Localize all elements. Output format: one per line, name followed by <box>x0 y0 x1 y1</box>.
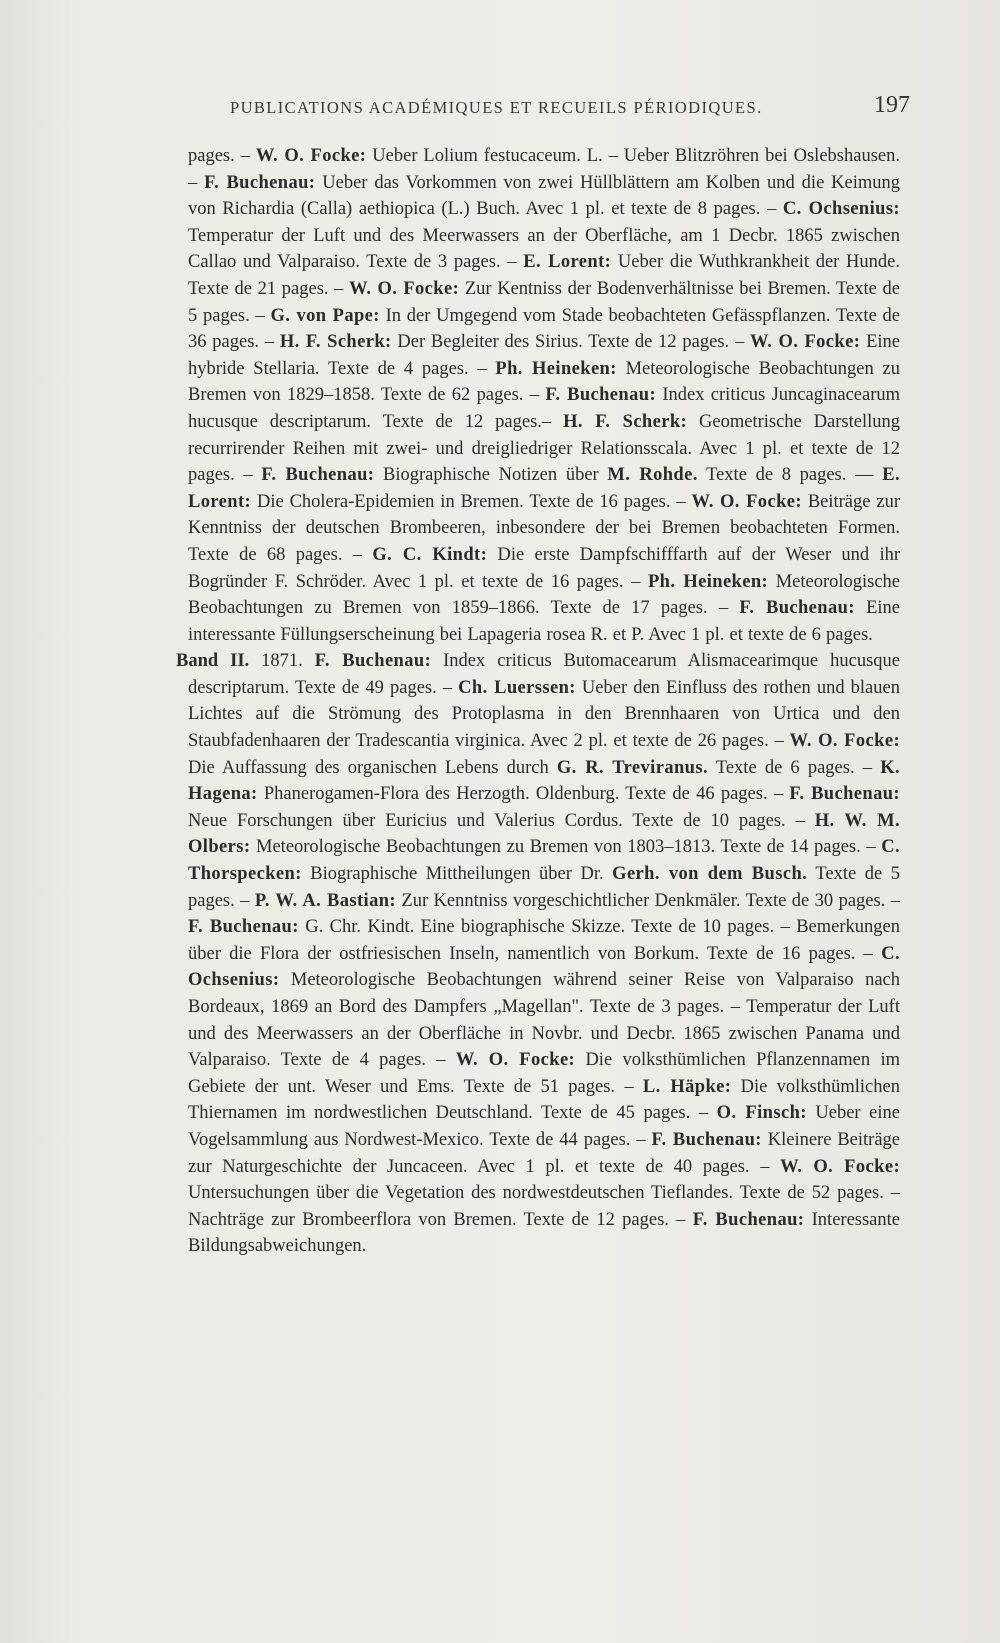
author-name: P. W. A. Bastian: <box>254 890 396 911</box>
band-ii-label: Band II. <box>176 651 250 672</box>
author-name: Ph. Heineken: <box>495 358 617 379</box>
author-name: L. Häpke: <box>642 1076 732 1097</box>
author-name: C. Ochsenius: <box>782 199 900 220</box>
entry-text: Index criticus Butomacearum Alismacearimque hucusque descriptarum. Texte de 49 pages. – <box>188 651 900 698</box>
author-name: E. Lorent: <box>523 252 612 273</box>
author-name: W. O. Focke: <box>789 731 900 752</box>
entry-text: Meteorologische Beobachtungen während seiner Reise von Valparaiso nach Bordeaux, 1869 an Bord des Dampfers „Magellan". Texte de 3 pages. – Temperatur der Luft und des Meerwassers an der Oberfläche in Novbr. und Decbr. 1865 zwischen Panama und Valparaiso. Texte de 4 pages. – <box>188 970 900 1071</box>
entry-text: Temperatur der Luft und des Meerwassers an der Oberfläche, am 1 Decbr. 1865 zwischen Callao und Valparaiso. Texte de 3 pages. – <box>188 225 900 273</box>
entry-text: Beiträge zur Kenntniss der deutschen Brombeeren, inbesondere der bei Bremen beobachteten Formen. Texte de 68 pages. – <box>188 491 900 565</box>
author-name: W. O. Focke: <box>780 1156 900 1177</box>
band-i-entry <box>188 143 900 648</box>
band-ii-entry <box>176 648 901 1260</box>
entry-text: Ueber das Vorkommen von zwei Hüllblättern am Kolben und die Keimung von Richardia (Calla) aethiopica (L.) Buch. Avec 1 pl. et texte de 8 pages. – <box>188 172 901 220</box>
entry-text: Interessante Bildungsabweichungen. <box>188 1209 900 1257</box>
author-name: W. O. Focke: <box>349 278 460 299</box>
author-name: F. Buchenau: <box>651 1129 762 1150</box>
entry-text: Zur Kenntniss vorgeschichtlicher Denkmäler. Texte de 30 pages. – <box>395 890 901 911</box>
author-name: C. Ochsenius: <box>188 943 900 991</box>
author-name: Ph. Heineken: <box>647 571 769 592</box>
entry-text: Die volksthümlichen Pflanzennamen im Gebiete der unt. Weser und Ems. Texte de 51 pages. – <box>188 1050 900 1097</box>
author-name: F. Buchenau: <box>789 784 900 805</box>
author-name: M. Rohde. <box>607 465 698 486</box>
body-text <box>176 143 901 1260</box>
author-name: W. O. Focke: <box>255 146 367 166</box>
author-name: H. F. Scherk: <box>279 332 392 353</box>
author-name: W. O. Focke: <box>691 491 802 512</box>
author-name: K. Hagena: <box>188 757 901 805</box>
entry-text: Der Begleiter des Sirius. Texte de 12 pages. – <box>391 332 751 353</box>
entry-text: Meteorologische Beobachtungen zu Bremen von 1829–1858. Texte de 62 pages. – <box>188 358 901 406</box>
author-name: C. Thorspecken: <box>188 837 900 885</box>
entry-text: Ueber Lolium festucaceum. L. – Ueber Blitzröhren bei Oslebshausen. – <box>188 146 900 193</box>
entry-text: Die Cholera-Epidemien in Bremen. Texte de 16 pages. – <box>251 491 692 512</box>
entry-text: 1871. <box>249 651 315 672</box>
entry-text: In der Umgegend vom Stade beobachteten Gefässpflanzen. Texte de 36 pages. – <box>188 305 900 353</box>
entry-text: Die volksthümlichen Thiernamen im nordwestlichen Deutschland. Texte de 45 pages. – <box>188 1076 900 1124</box>
author-name: H. F. Scherk: <box>563 411 688 432</box>
author-name: F. Buchenau: <box>739 598 855 619</box>
author-name: Gerh. von dem Busch. <box>612 864 808 885</box>
entry-text: Untersuchungen über die Vegetation des nordwestdeutschen Tieflandes. Texte de 52 pages. – Nachträge zur Brombeerflora von Bremen. Texte de 12 pages. – <box>188 1183 900 1230</box>
author-name: O. Finsch: <box>716 1103 807 1124</box>
entry-text: Texte de 5 pages. – <box>188 864 900 911</box>
author-name: E. Lorent: <box>188 465 900 512</box>
author-name: F. Buchenau: <box>204 172 316 193</box>
entry-text: Meteorologische Beobachtungen zu Bremen von 1803–1813. Texte de 14 pages. – <box>250 837 882 858</box>
author-name: G. von Pape: <box>270 305 380 326</box>
running-title: PUBLICATIONS ACADÉMIQUES ET RECUEILS PÉRIODIQUES. <box>230 98 763 117</box>
entry-text: Kleinere Beiträge zur Naturgeschichte der Juncaceen. Avec 1 pl. et texte de 40 pages. – <box>188 1129 900 1177</box>
entry-text: G. Chr. Kindt. Eine biographische Skizze. Texte de 10 pages. – Bemerkungen über die Flora der ostfriesischen Inseln, namentlich von Borkum. Texte de 16 pages. – <box>188 917 900 964</box>
entry-text: Index criticus Juncaginacearum hucusque descriptarum. Texte de 12 pages.– <box>188 385 901 432</box>
entry-text: Eine interessante Füllungserscheinung bei Lapageria rosea R. et P. Avec 1 pl. et texte de 6 pages. <box>188 598 901 645</box>
author-name: F. Buchenau: <box>692 1209 805 1230</box>
entry-text: Die Auffassung des organischen Lebens durch <box>188 757 557 778</box>
author-name: F. Buchenau: <box>188 917 299 938</box>
author-name: F. Buchenau: <box>545 385 657 406</box>
entry-text: Eine hybride Stellaria. Texte de 4 pages. – <box>188 332 900 379</box>
entry-text: Geometrische Darstellung recurrirender Reihen mit zwei- und dreigliedriger Relationsscala. Avec 1 pl. et texte de 12 pages. – <box>188 411 901 486</box>
entry-text: Zur Kentniss der Bodenverhältnisse bei Bremen. Texte de 5 pages. – <box>188 278 901 326</box>
entry-text: Die erste Dampfschifffarth auf der Weser und ihr Bogründer F. Schröder. Avec 1 pl. et texte de 16 pages. – <box>188 544 901 592</box>
author-name: F. Buchenau: <box>261 465 375 486</box>
author-name: G. R. Treviranus. <box>556 757 708 778</box>
entry-text: pages. – <box>188 146 256 166</box>
entry-text: Ueber die Wuthkrankheit der Hunde. Texte de 21 pages. – <box>188 252 900 299</box>
entry-text: Neue Forschungen über Euricius und Valerius Cordus. Texte de 10 pages. – <box>188 810 815 831</box>
entry-text: Biographische Mittheilungen über Dr. <box>301 864 613 885</box>
author-name: H. W. M. Olbers: <box>188 810 900 858</box>
entry-text: Ueber eine Vogelsammlung aus Nordwest-Mexico. Texte de 44 pages. – <box>188 1103 900 1150</box>
entry-text: Texte de 6 pages. – <box>708 757 881 778</box>
author-name: W. O. Focke: <box>455 1050 576 1071</box>
page-number: 197 <box>874 92 910 118</box>
author-name: F. Buchenau: <box>314 651 432 672</box>
entry-text: Biographische Notizen über <box>374 465 608 486</box>
page-header <box>190 92 910 132</box>
entry-text: Ueber den Einfluss des rothen und blauen Lichtes auf die Strömung des Protoplasma in den Brennhaaren von Urtica und den Staubfadenhaaren der Tradescantia virginica. Avec 2 pl. et texte de 26 pages. – <box>188 677 900 752</box>
entry-text: Texte de 8 pages. — <box>697 465 883 486</box>
author-name: Ch. Luerssen: <box>458 677 576 698</box>
author-name: G. C. Kindt: <box>372 544 488 565</box>
author-name: W. O. Focke: <box>750 332 861 353</box>
entry-text: Meteorologische Beobachtungen zu Bremen von 1859–1866. Texte de 17 pages. – <box>188 571 901 619</box>
entry-text: Phanerogamen-Flora des Herzogth. Oldenburg. Texte de 46 pages. – <box>257 784 790 805</box>
